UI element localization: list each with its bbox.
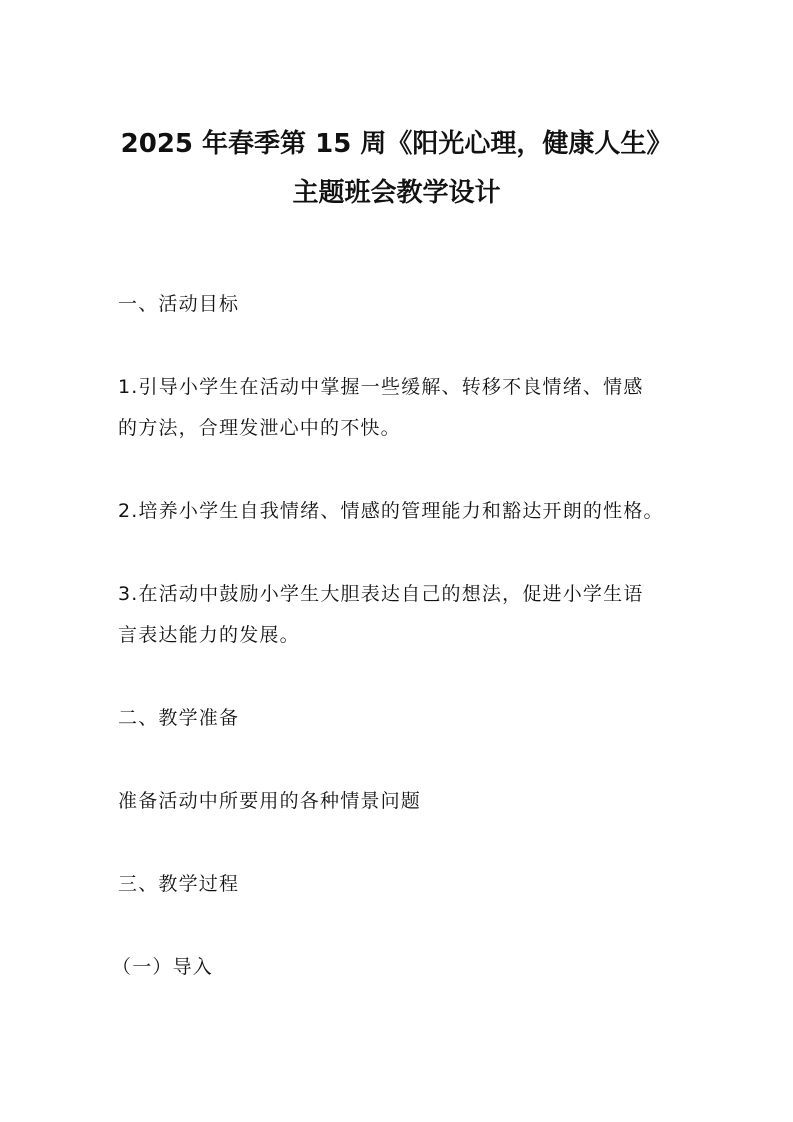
section-heading-process: 三、教学过程	[118, 873, 240, 895]
goal-3-line-2: 言表达能力的发展。	[118, 624, 300, 646]
goal-1-line-1: 1.引导小学生在活动中掌握一些缓解、转移不良情绪、情感	[118, 376, 644, 398]
goal-3-line-1: 3.在活动中鼓励小学生大胆表达自己的想法，促进小学生语	[118, 583, 644, 605]
subsection-heading-intro: （一）导入	[112, 956, 214, 978]
document-title-line-1: 2025 年春季第 15 周《阳光心理，健康人生》	[120, 129, 673, 159]
preparation-text: 准备活动中所要用的各种情景问题	[118, 790, 422, 812]
document-title-line-2: 主题班会教学设计	[292, 178, 501, 208]
goal-2: 2.培养小学生自我情绪、情感的管理能力和豁达开朗的性格。	[118, 500, 664, 522]
section-heading-preparation: 二、教学准备	[118, 707, 240, 729]
goal-1-line-2: 的方法，合理发泄心中的不快。	[118, 417, 401, 439]
section-heading-goals: 一、活动目标	[118, 293, 240, 315]
